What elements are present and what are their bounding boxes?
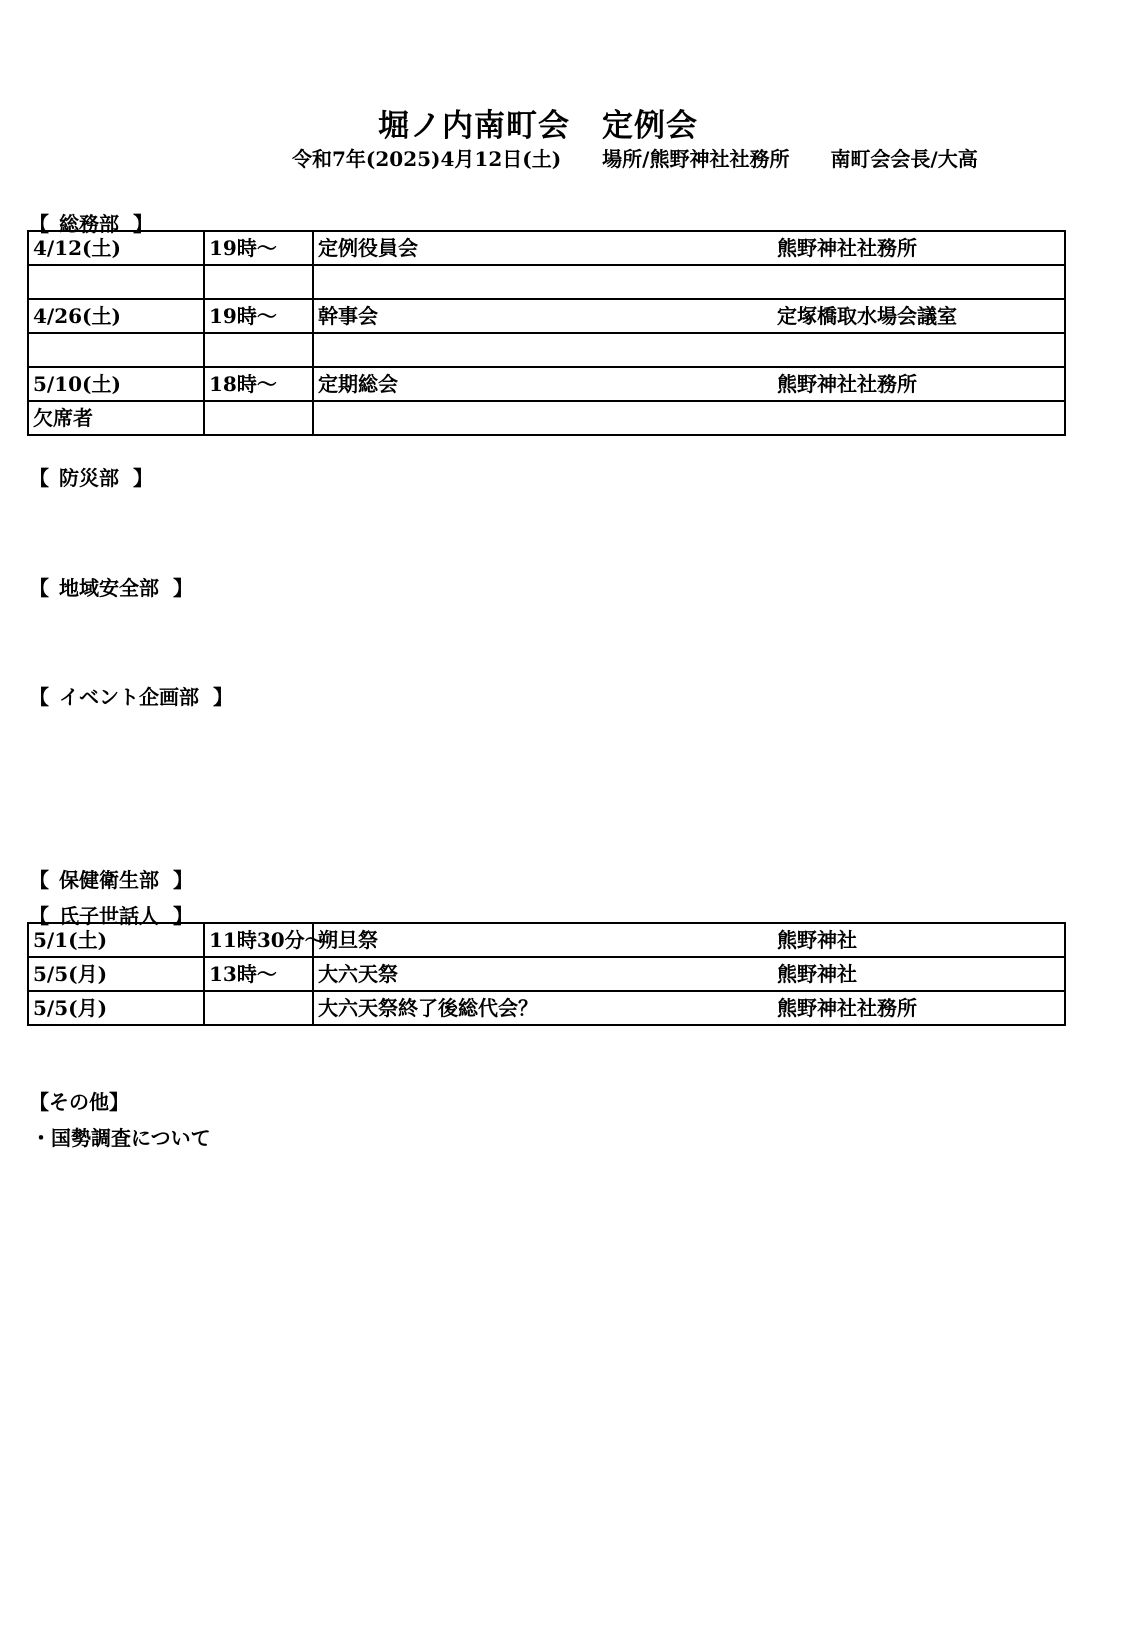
place-cell: 熊野神社社務所 — [773, 991, 1065, 1025]
event-cell: 朔旦祭 — [313, 923, 773, 957]
time-cell: 19時～ — [204, 299, 313, 333]
date-cell — [28, 265, 204, 299]
section-heading-bousai: 【 防災部 】 — [29, 466, 153, 490]
event-cell — [313, 265, 773, 299]
meeting-place: 場所/熊野神社社務所 — [602, 147, 790, 171]
time-cell: 13時～ — [204, 957, 313, 991]
section-heading-hoken: 【 保健衛生部 】 — [29, 868, 193, 892]
table-row — [28, 923, 1065, 957]
event-cell — [313, 333, 773, 367]
event-cell: 定期総会 — [313, 367, 773, 401]
place-cell — [773, 333, 1065, 367]
meeting-info — [292, 143, 978, 172]
date-cell: 欠席者 — [28, 401, 204, 435]
section-heading-event: 【 イベント企画部 】 — [29, 685, 233, 709]
date-cell: 5/1(土) — [28, 923, 204, 957]
event-cell: 幹事会 — [313, 299, 773, 333]
section-label-chiiki: 地域安全部 — [59, 576, 159, 600]
time-cell — [204, 265, 313, 299]
table-row — [28, 401, 1065, 435]
time-cell: 19時～ — [204, 231, 313, 265]
section-label-hoken: 保健衛生部 — [59, 868, 159, 892]
place-cell: 熊野神社 — [773, 957, 1065, 991]
date-cell: 5/10(土) — [28, 367, 204, 401]
place-cell — [773, 265, 1065, 299]
date-cell — [28, 333, 204, 367]
date-cell: 5/5(月) — [28, 991, 204, 1025]
place-cell: 熊野神社社務所 — [773, 231, 1065, 265]
soumu-schedule-table — [27, 230, 1066, 436]
date-cell: 5/5(月) — [28, 957, 204, 991]
ujiko-schedule-table — [27, 922, 1066, 1026]
place-cell — [773, 401, 1065, 435]
time-cell — [204, 333, 313, 367]
ujiko-table-body — [28, 923, 1065, 1025]
place-cell: 熊野神社 — [773, 923, 1065, 957]
event-cell — [313, 401, 773, 435]
place-cell: 熊野神社社務所 — [773, 367, 1065, 401]
meeting-date: 令和7年(2025)4月12日(土) — [292, 147, 562, 171]
event-cell: 大六天祭 — [313, 957, 773, 991]
date-cell: 4/26(土) — [28, 299, 204, 333]
time-cell: 18時～ — [204, 367, 313, 401]
section-label-soumu: 総務部 — [59, 212, 119, 236]
place-cell: 定塚橋取水場会議室 — [773, 299, 1065, 333]
other-item-census: ・国勢調査について — [31, 1126, 211, 1150]
section-heading-ujiko: 【 氏子世話人 】 — [29, 904, 193, 928]
section-heading-soumu: 【 総務部 】 — [29, 212, 153, 236]
other-heading: 【その他】 — [29, 1090, 129, 1114]
time-cell — [204, 991, 313, 1025]
event-cell: 大六天祭終了後総代会？ — [313, 991, 773, 1025]
section-label-ujiko: 氏子世話人 — [59, 904, 159, 928]
meeting-chair: 南町会会長/大高 — [830, 147, 978, 171]
event-cell: 定例役員会 — [313, 231, 773, 265]
table-row — [28, 991, 1065, 1025]
section-label-event: イベント企画部 — [59, 685, 199, 709]
soumu-table-body — [28, 231, 1065, 435]
time-cell — [204, 401, 313, 435]
time-cell: 11時30分～ — [204, 923, 313, 957]
table-row — [28, 265, 1065, 299]
table-row — [28, 231, 1065, 265]
table-row — [28, 367, 1065, 401]
table-row — [28, 299, 1065, 333]
section-label-bousai: 防災部 — [59, 466, 119, 490]
table-row — [28, 957, 1065, 991]
page-title: 堀ノ内南町会 定例会 — [378, 108, 698, 144]
section-heading-chiiki: 【 地域安全部 】 — [29, 576, 193, 600]
table-row — [28, 333, 1065, 367]
date-cell: 4/12(土) — [28, 231, 204, 265]
